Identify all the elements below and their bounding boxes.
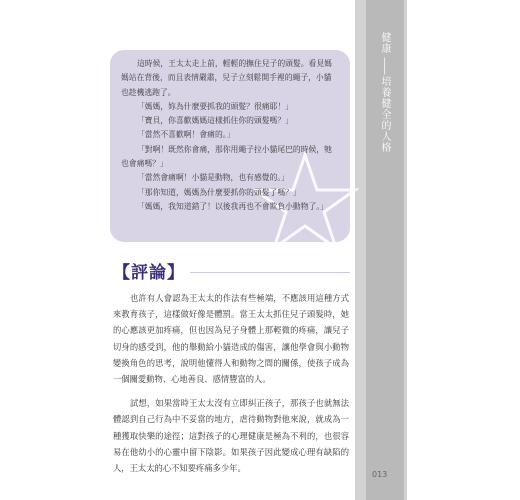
- story-line: 「對啊！既然你會痛，那你用繩子拉小貓尾巴的時候，牠: [137, 144, 332, 154]
- story-line: 「媽媽，我知道錯了！以後我再也不會欺負小動物了。」: [137, 201, 329, 211]
- chapter-dash: ——: [379, 57, 390, 73]
- story-line: 這時候，王太太走上前，輕輕的撫住兒子的頭髮。看見媽: [137, 59, 332, 68]
- story-text: [121, 57, 345, 214]
- story-line: 「媽媽，妳為什麼要抓我的頭髮？很痛耶！」: [137, 101, 293, 111]
- commentary-body: [113, 290, 349, 484]
- heading-divider: [190, 272, 350, 273]
- story-line: 「那你知道，媽媽為什麼要抓你的頭髮了嗎？」: [137, 187, 301, 197]
- section-heading: 【評論】: [113, 263, 185, 283]
- chapter-title-a: 健康: [379, 32, 390, 54]
- story-line: 也會痛嗎？」: [121, 159, 168, 169]
- story-line: 「當然會痛啊！小貓是動物，也有感覺的。」: [137, 173, 290, 183]
- chapter-title-b: 培養健全的人格: [379, 76, 390, 153]
- paragraph: 也許有人會認為王太太的作法有些極端，不應該用這種方式來教育孩子，這樣做好像是體罰。當王太太抓住兒子頭髮時，她的心應該更加疼痛，但也因為兒子身體上那輕微的疼痛，讓兒子切身的感受到，他的舉動給小貓造成的傷害，讓他學會與小動物變換角色的思考，說明他懂得人和動物之間的關係，使孩子成為一個關愛動物、心地善良、感情豐富的人。: [113, 293, 349, 385]
- story-line: 也趁機逃跑了。: [121, 87, 176, 97]
- story-line: 「當然不喜歡啊！會痛的。」: [137, 130, 235, 140]
- chapter-vertical-title: [377, 32, 391, 153]
- story-line: 「寶貝，你喜歡媽媽這樣抓住你的頭髮嗎？」: [137, 116, 293, 126]
- story-line: 媽站在背後，而且表情嚴肅，兒子立刻鬆開手裡的繩子，小貓: [121, 73, 332, 83]
- paragraph: 試想，如果當時王太太沒有立即糾正孩子，那孩子也就無法體認到自己行為中不妥當的地方，虐待動物對他來說，就成為一種獲取快樂的途徑；這對孩子的心理健康是極為不利的，也很容易在他幼小的心靈中留下陰影。如果孩子因此變成心理有缺陷的人，王太太的心不知要疼痛多少年。: [113, 398, 349, 474]
- page-number: 013: [372, 470, 388, 479]
